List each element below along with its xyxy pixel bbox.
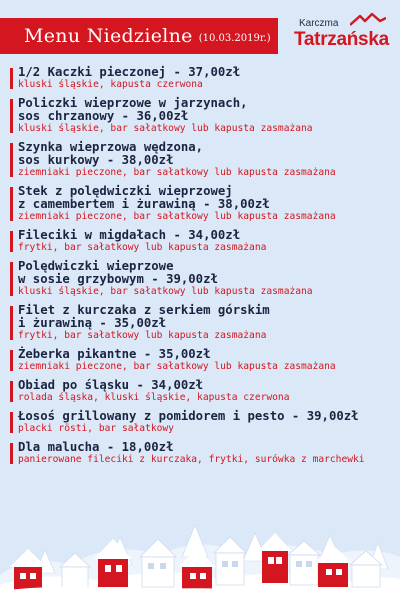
menu-item: [0, 304, 400, 342]
menu-item: [0, 185, 400, 223]
header-banner: [0, 18, 278, 54]
menu-date: (10.03.2019r.): [198, 32, 271, 44]
menu-item: [0, 410, 400, 435]
menu-item: [0, 260, 400, 298]
menu-item-title: Policzki wieprzowe w jarzynach, sos chrzanowy - 36,00zł: [18, 96, 248, 123]
menu-item-description: ziemniaki pieczone, bar sałatkowy lub kapusta zasmażana: [18, 167, 336, 178]
menu-item-description: kluski śląskie, kapusta czerwona: [18, 79, 203, 90]
menu-item-description: ziemniaki pieczone, bar sałatkowy lub kapusta zasmażana: [18, 361, 336, 372]
snowy-village-illustration: [0, 495, 400, 600]
menu-item-description: frytki, bar sałatkowy lub kapusta zasmażana: [18, 330, 267, 341]
menu-item-description: frytki, bar sałatkowy lub kapusta zasmażana: [18, 242, 267, 253]
menu-item-title: 1/2 Kaczki pieczonej - 37,00zł: [18, 65, 241, 79]
menu-item-description: panierowane fileciki z kurczaka, frytki, surówka z marchewki: [18, 454, 365, 465]
menu-item: [0, 97, 400, 135]
menu-item: [0, 348, 400, 373]
menu-item-description: placki rösti, bar sałatkowy: [18, 423, 174, 434]
menu-item: [0, 229, 400, 254]
menu-item-description: kluski śląskie, bar sałatkowy lub kapusta zasmażana: [18, 123, 313, 134]
logo-name: Tatrzańska: [294, 29, 389, 50]
logo-small-text: Karczma: [299, 18, 339, 29]
restaurant-logo: [292, 12, 392, 56]
menu-item-description: rolada śląska, kluski śląskie, kapusta czerwona: [18, 392, 290, 403]
menu-item-title: Stek z polędwiczki wieprzowej z camembertem i żurawiną - 38,00zł: [18, 184, 270, 211]
menu-item-title: Filet z kurczaka z serkiem górskim i żurawiną - 35,00zł: [18, 303, 270, 330]
menu-item: [0, 441, 400, 466]
menu-item-description: ziemniaki pieczone, bar sałatkowy lub kapusta zasmażana: [18, 211, 336, 222]
menu-item-title: Obiad po śląsku - 34,00zł: [18, 378, 204, 392]
menu-item-description: kluski śląskie, bar sałatkowy lub kapusta zasmażana: [18, 286, 313, 297]
menu-item-title: Łosoś grillowany z pomidorem i pesto - 39,00zł: [18, 409, 359, 423]
menu-item: [0, 66, 400, 91]
menu-item: [0, 379, 400, 404]
mountain-logo-icon: [350, 12, 386, 28]
menu-item-title: Żeberka pikantne - 35,00zł: [18, 347, 211, 361]
menu-item: [0, 141, 400, 179]
menu-item-title: Polędwiczki wieprzowe w sosie grzybowym - 39,00zł: [18, 259, 218, 286]
menu-item-title: Dla malucha - 18,00zł: [18, 440, 174, 454]
page-title: Menu Niedzielne: [24, 25, 193, 47]
menu-item-title: Szynka wieprzowa wędzona, sos kurkowy - 38,00zł: [18, 140, 204, 167]
menu-list: [0, 66, 400, 472]
menu-item-title: Fileciki w migdałach - 34,00zł: [18, 228, 241, 242]
